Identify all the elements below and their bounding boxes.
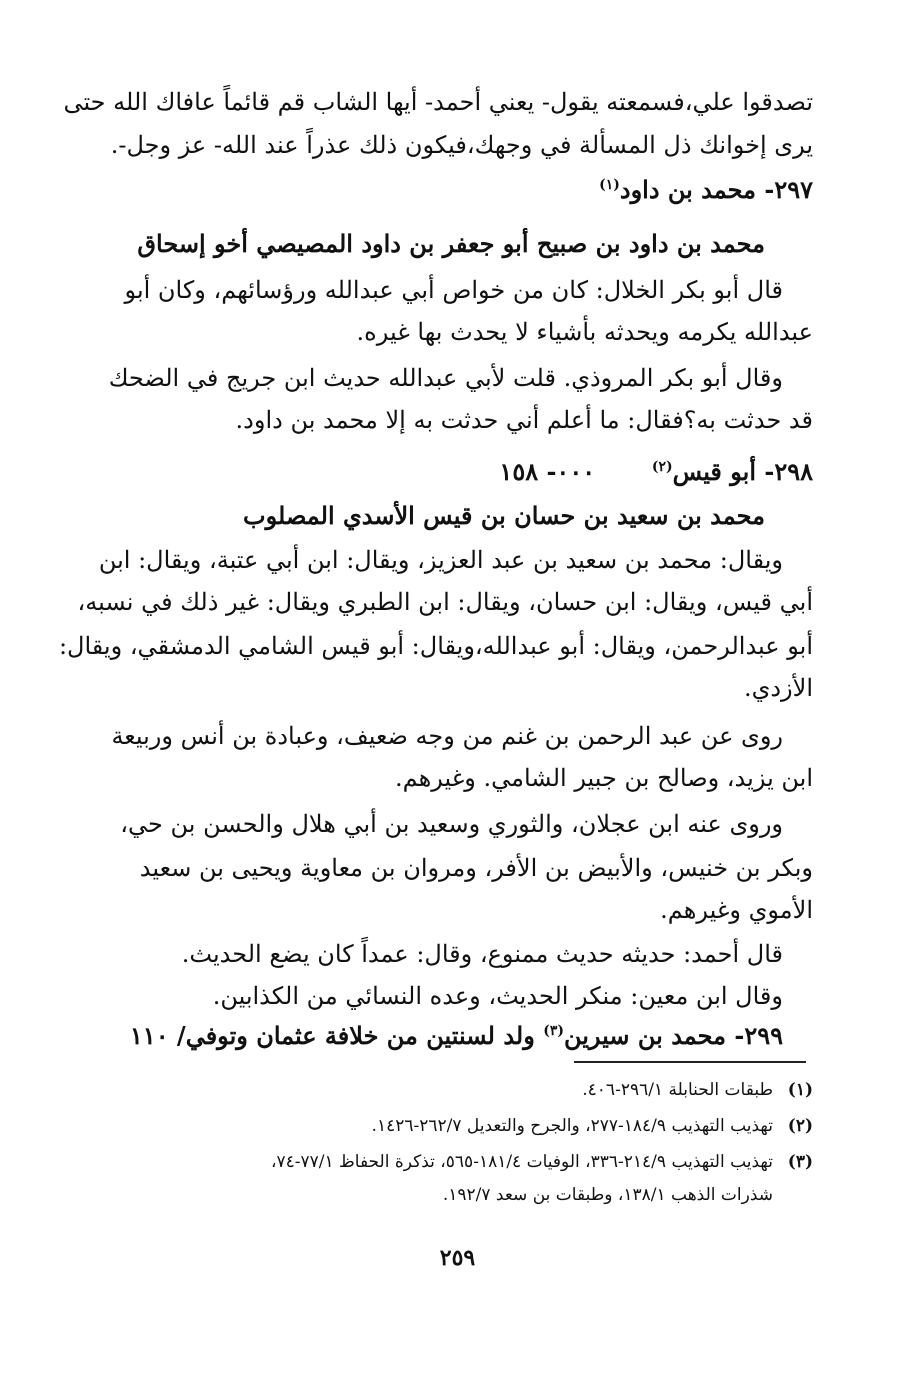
footnote-continuation: شذرات الذهب ١٣٨/١، وطبقات بن سعد ١٩٢/٧. (442, 1185, 773, 1205)
text-line: ابن يزيد، وصالح بن جبير الشامي. وغيرهم. (394, 764, 813, 792)
text-line: وقال ابن معين: منكر الحديث، وعده النسائي من الكذابين. (212, 982, 783, 1010)
footnote-number: (٢) (787, 1116, 813, 1136)
text-line: محمد بن داود بن صبيح أبو جعفر بن داود المصيصي أخو إسحاق (137, 229, 765, 258)
footnote-text: تهذيب التهذيب ١٨٤/٩-٢٧٧، والجرح والتعديل ٢٦٢/٧-١٤٢٦. (371, 1116, 773, 1136)
footnote-ref: (٣) (543, 1023, 564, 1039)
entry-title: ٢٩٨- أبو قيس (672, 457, 813, 486)
text-line: وبكر بن خنيس، والأبيض بن الأفر، ومروان بن معاوية ويحيى بن سعيد (139, 854, 813, 882)
footnote-ref: (١) (599, 177, 620, 193)
text-line: محمد بن سعيد بن حسان بن قيس الأسدي المصلوب (243, 501, 765, 530)
footnote (118, 1147, 813, 1177)
text-line: الأموي وغيرهم. (660, 896, 813, 924)
page-number: ٢٥٩ (439, 1245, 476, 1271)
text-line: قد حدثت به؟فقال: ما أعلم أني حدثت به إلا محمد بن داود. (235, 406, 813, 434)
footnote-number: (٣) (787, 1152, 813, 1172)
entry-dates: ٠٠٠- ١٥٨ (499, 457, 596, 486)
footnote (118, 1075, 813, 1105)
text-line: أبي قيس، ويقال: ابن حسان، ويقال: ابن الطبري ويقال: غير ذلك في نسبه، (77, 588, 813, 616)
text-line: أبو عبدالرحمن، ويقال: أبو عبدالله،ويقال: أبو قيس الشامي الدمشقي، ويقال: (58, 632, 813, 660)
text-line: وروى عنه ابن عجلان، والثوري وسعيد بن أبي هلال والحسن بن حي، (120, 810, 783, 838)
footnote-divider (574, 1061, 806, 1063)
footnote-text: طبقات الحنابلة ٢٩٦/١-٤٠٦. (582, 1080, 773, 1100)
text-line: قال أحمد: حديثه حديث ممنوع، وقال: عمداً كان يضع الحديث. (181, 940, 783, 968)
text-line: وقال أبو بكر المروذي. قلت لأبي عبدالله حديث ابن جريج في الضحك (108, 364, 783, 392)
text-line: تصدقوا علي،فسمعته يقول- يعني أحمد- أيها الشاب قم قائماً عافاك الله حتى (63, 88, 813, 116)
text-line: عبدالله يكرمه ويحدثه بأشياء لا يحدث بها غيره. (356, 318, 813, 346)
footnote-number: (١) (787, 1080, 813, 1100)
entry-heading-298 (118, 452, 813, 492)
footnote-ref: (٢) (651, 459, 673, 475)
footnote-text: تهذيب التهذيب ٢١٤/٩-٣٣٦، الوفيات ١٨١/٤-٥٦٥، تذكرة الحفاظ ٧٧/١-٧٤، (271, 1152, 773, 1172)
text-line: يرى إخوانك ذل المسألة في وجهك،فيكون ذلك عذراً عند الله- عز وجل-. (110, 131, 813, 159)
entry-text: ولد لسنتين من خلافة عثمان وتوفي/ ١١٠ (129, 1021, 535, 1050)
entry-heading-297 (118, 170, 813, 210)
entry-title: ٢٩٧- محمد بن داود (619, 175, 813, 204)
text-line: قال أبو بكر الخلال: كان من خواص أبي عبدالله ورؤسائهم، وكان أبو (124, 276, 783, 304)
entry-title: ٢٩٩- محمد بن سيرين (563, 1021, 783, 1050)
text-line: روى عن عبد الرحمن بن غنم من وجه ضعيف، وعبادة بن أنس وربيعة (111, 722, 783, 750)
text-line: ويقال: محمد بن سعيد بن عبد العزيز، ويقال: ابن أبي عتبة، ويقال: ابن (98, 546, 783, 574)
main-text (58, 82, 813, 1062)
text-line: الأزدي. (743, 674, 813, 702)
entry-heading-299 (118, 1016, 783, 1056)
footnote (118, 1111, 813, 1141)
